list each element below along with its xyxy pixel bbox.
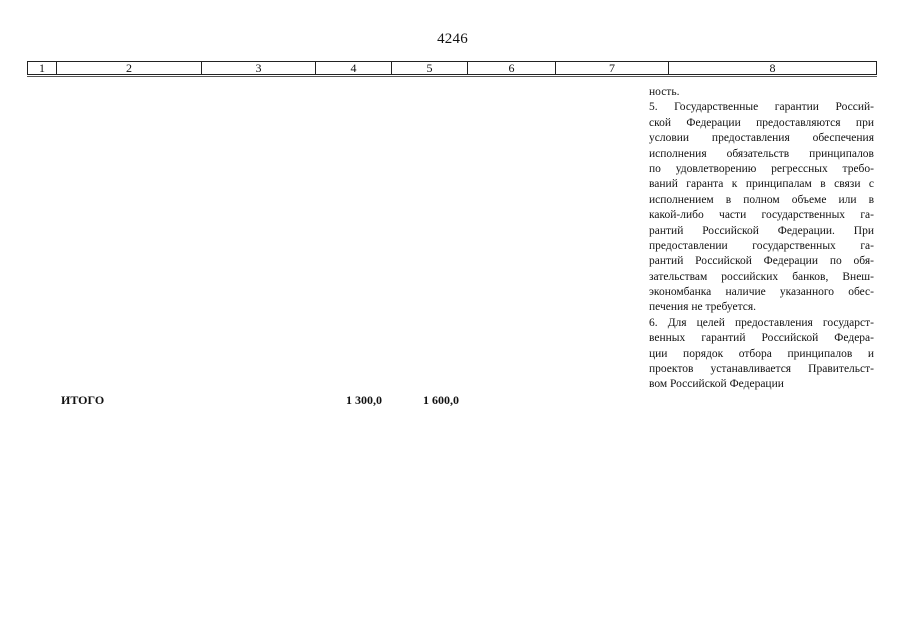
- column-header-5: 5: [392, 62, 468, 74]
- text-line: вом Российской Федерации: [649, 378, 784, 391]
- text-line: исполнения обязательств принципалов: [649, 147, 874, 160]
- text-line: предоставлении государственных га-: [649, 239, 874, 252]
- text-line: 5. Государственные гарантии Россий-: [649, 101, 874, 114]
- text-line: экономбанка наличие указанного обес-: [649, 286, 874, 299]
- column-header-3: 3: [202, 62, 316, 74]
- text-line: зательствам российских банков, Внеш-: [649, 270, 874, 283]
- text-line: по удовлетворению регрессных требо-: [649, 162, 874, 175]
- text-line: ской Федерации предоставляются при: [649, 116, 874, 129]
- column-number-header: [27, 61, 877, 75]
- text-line: рантий Российской Федерации. При: [649, 224, 874, 237]
- header-underline: [27, 76, 877, 77]
- text-line: проектов устанавливается Правительст-: [649, 363, 874, 376]
- text-line: венных гарантий Российской Федера-: [649, 332, 874, 345]
- total-label: ИТОГО: [61, 393, 105, 407]
- column-header-4: 4: [316, 62, 392, 74]
- page-number: 4246: [437, 31, 468, 47]
- column-header-2: 2: [57, 62, 202, 74]
- column-header-6: 6: [468, 62, 556, 74]
- text-line: условии предоставления обеспечения: [649, 132, 874, 145]
- column-header-1: 1: [28, 62, 57, 74]
- text-line: ваний гаранта к принципалам в связи с: [649, 178, 874, 191]
- column-header-7: 7: [556, 62, 669, 74]
- total-column-4-value: 1 300,0: [346, 393, 382, 407]
- total-column-5-value: 1 600,0: [423, 393, 459, 407]
- text-line: 6. Для целей предоставления государст-: [649, 316, 874, 329]
- column-header-8: 8: [769, 61, 776, 75]
- text-line: ность.: [649, 86, 680, 98]
- text-line: исполнением в полном объеме или в: [649, 193, 874, 206]
- column-8-text: [649, 85, 874, 393]
- text-line: ции порядок отбора принципалов и: [649, 347, 874, 360]
- text-line: рантий Российской Федерации по обя-: [649, 255, 874, 268]
- text-line: какой-либо части государственных га-: [649, 209, 874, 222]
- text-line: печения не требуется.: [649, 301, 757, 314]
